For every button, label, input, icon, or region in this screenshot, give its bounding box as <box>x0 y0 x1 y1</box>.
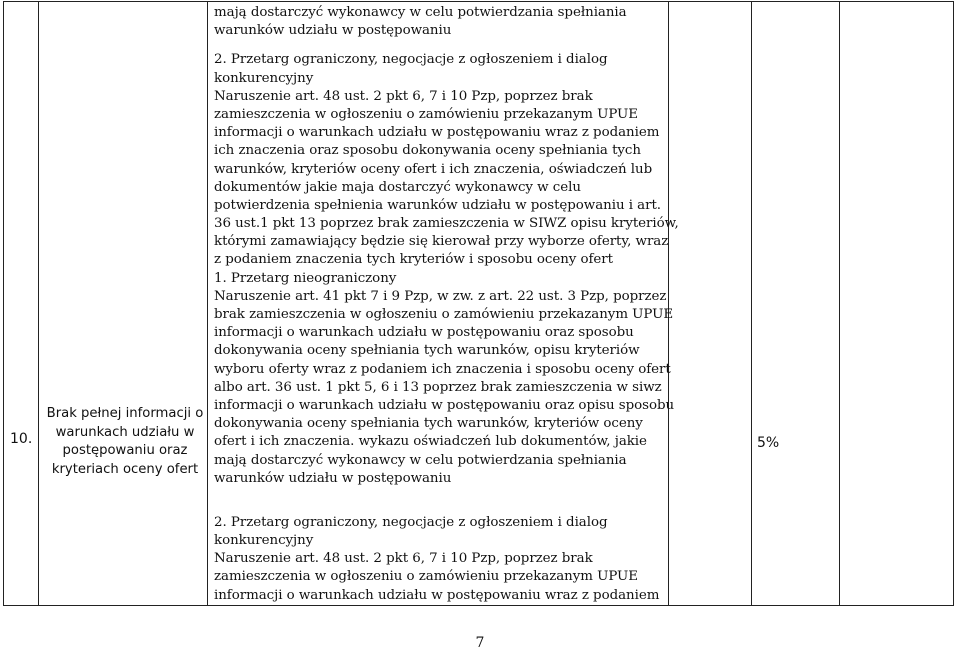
table-row <box>4 2 954 606</box>
description-line: Naruszenie art. 48 ust. 2 pkt 6, 7 i 10 Pzp, poprzez brak <box>214 88 593 104</box>
empty-cell <box>669 2 752 606</box>
description-line: Naruszenie art. 41 pkt 7 i 9 Pzp, w zw. z art. 22 ust. 3 Pzp, poprzez <box>214 288 667 304</box>
description-line: zamieszczenia w ogłoszeniu o zamówieniu przekazanym UPUE <box>214 106 639 122</box>
correction-percentage: 5% <box>757 435 780 451</box>
empty-cell <box>840 2 954 606</box>
description-line: konkurencyjny <box>214 70 314 86</box>
description-line: dokumentów jakie maja dostarczyć wykonawcy w celu <box>214 179 581 195</box>
description-line: warunków udziału w postępowaniu <box>214 470 452 486</box>
description-line: informacji o warunkach udziału w postępowaniu wraz z podaniem <box>214 587 660 603</box>
description-line: informacji o warunkach udziału w postępowaniu oraz sposobu <box>214 325 634 341</box>
violation-name-line: Brak pełnej informacji o <box>46 406 204 421</box>
description-line: dokonywania oceny spełniania tych warunków, kryteriów oceny <box>214 416 643 432</box>
description-line: warunków, kryteriów oceny ofert i ich znaczenia, oświadczeń lub <box>214 161 653 177</box>
description-line: warunków udziału w postępowaniu <box>214 23 452 39</box>
description-line: wyboru oferty wraz z podaniem ich znaczenia i sposobu oceny ofert <box>214 361 671 377</box>
violation-name <box>45 405 205 479</box>
description-line: mają dostarczyć wykonawcy w celu potwierdzania spełniania <box>214 452 627 468</box>
description-line: zamieszczenia w ogłoszeniu o zamówieniu przekazanym UPUE <box>214 569 639 585</box>
row-number: 10. <box>10 431 33 447</box>
violation-name-line: postępowaniu oraz <box>62 443 188 458</box>
description-line: informacji o warunkach udziału w postępowaniu oraz opisu sposobu <box>214 397 675 413</box>
description-line: mają dostarczyć wykonawcy w celu potwierdzania spełniania <box>214 5 627 20</box>
description-line: albo art. 36 ust. 1 pkt 5, 6 i 13 poprzez brak zamieszczenia w siwz <box>214 379 662 395</box>
description-line: ofert i ich znaczenia. wykazu oświadczeń lub dokumentów, jakie <box>214 434 647 450</box>
violation-name-cell <box>39 2 208 606</box>
description-line: ich znaczenia oraz sposobu dokonywania oceny spełniania tych <box>214 143 641 159</box>
violations-table <box>3 1 954 606</box>
description-line: 1. Przetarg nieograniczony <box>214 270 397 286</box>
description-line: 2. Przetarg ograniczony, negocjacje z ogłoszeniem i dialog <box>214 514 608 530</box>
description-cell <box>208 2 679 606</box>
paragraph-gap <box>214 40 666 51</box>
description-line: 36 ust.1 pkt 13 poprzez brak zamieszczenia w SIWZ opisu kryteriów, <box>214 216 679 232</box>
percentage-cell <box>752 2 840 606</box>
description-line: brak zamieszczenia w ogłoszeniu o zamówieniu przekazanym UPUE <box>214 307 674 322</box>
paragraph-gap <box>214 488 666 514</box>
violation-name-line: kryteriach oceny ofert <box>51 461 199 477</box>
description-line: Naruszenie art. 48 ust. 2 pkt 6, 7 i 10 Pzp, poprzez brak <box>214 551 593 567</box>
description-line: którymi zamawiający będzie się kierował przy wyborze oferty, wraz <box>214 234 669 250</box>
description-text <box>208 2 679 605</box>
row-number-cell <box>4 2 39 606</box>
description-line: konkurencyjny <box>214 533 314 549</box>
description-line: informacji o warunkach udziału w postępowaniu wraz z podaniem <box>214 125 660 141</box>
description-line: potwierdzenia spełnienia warunków udziału w postępowaniu i art. <box>214 197 662 213</box>
description-line: 2. Przetarg ograniczony, negocjacje z ogłoszeniem i dialog <box>214 52 608 68</box>
description-line: z podaniem znaczenia tych kryteriów i sposobu oceny ofert <box>214 252 613 268</box>
violation-name-line: warunkach udziału w <box>55 424 195 440</box>
description-line: dokonywania oceny spełniania tych warunków, opisu kryteriów <box>214 343 640 359</box>
page-number: 7 <box>475 635 485 651</box>
